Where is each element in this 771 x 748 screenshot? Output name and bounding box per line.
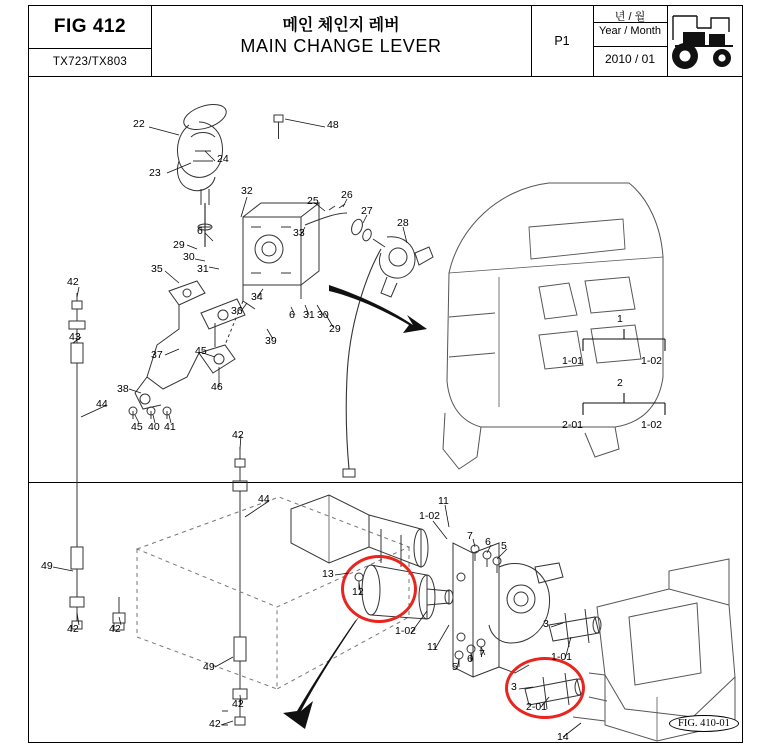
- title-block: [28, 5, 743, 77]
- tractor-icon: [667, 6, 742, 76]
- year-month-label-korean: 년 / 월: [614, 11, 646, 23]
- year-month-label-english: Year / Month: [599, 25, 661, 37]
- callout-leaders: [29, 77, 743, 743]
- assembly-name-korean: 메인 체인지 레버: [282, 17, 400, 34]
- figure-number: FIG 412: [53, 16, 127, 37]
- assembly-name-english: MAIN CHANGE LEVER: [240, 36, 442, 56]
- drawing-area: 1 1-01 1-02 2 2-01 1-02 FIG. 410-01 22 48 24 23 32 25 26 27 28 29 6 30 31 33 35 34 36 31 30 29 6 39 37 45 38 46 45 40 41 42 43 44 42 49 42 42 44 49 42 42 11 1-02 7 6 5 13 12 1-02 11 5 6 7 3 1-01 3 2-01 14: [28, 77, 743, 743]
- page-number: P1: [554, 34, 570, 48]
- figure-cross-reference[interactable]: FIG. 410-01: [669, 715, 739, 732]
- date-value: 2010 / 01: [604, 52, 656, 66]
- model-codes: TX723/TX803: [52, 56, 128, 68]
